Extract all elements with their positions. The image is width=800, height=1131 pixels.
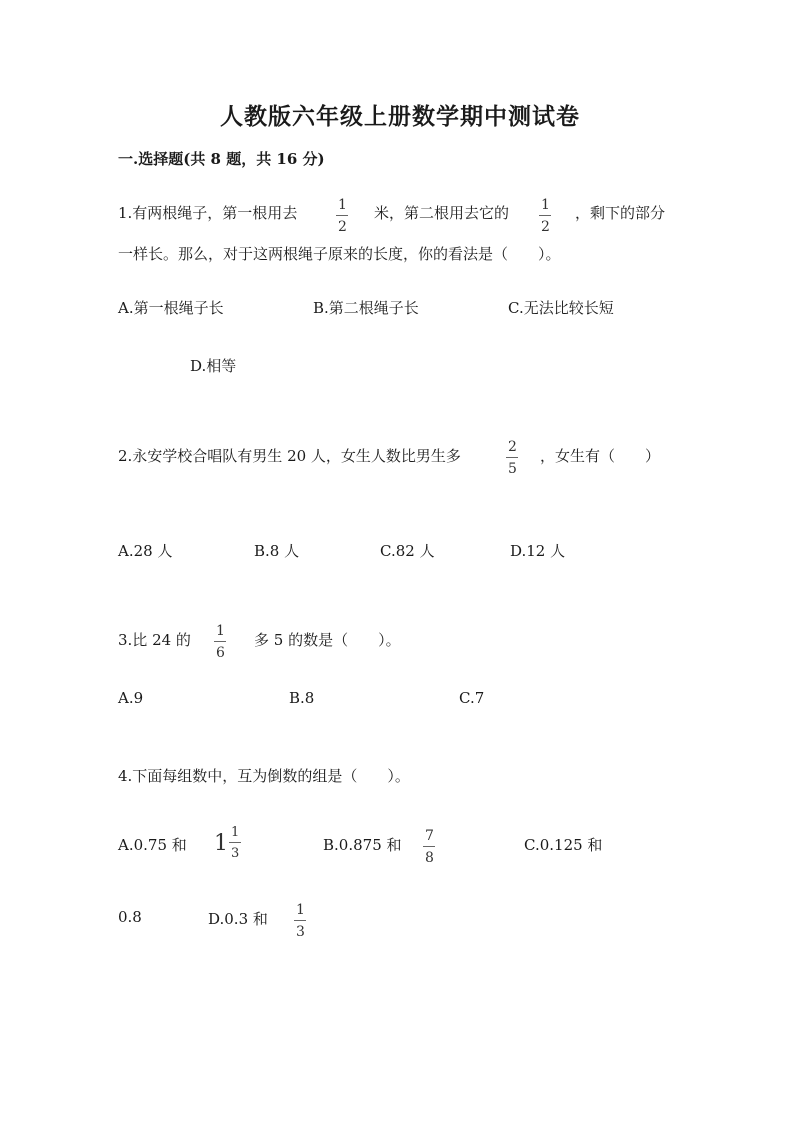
q2-option-a: A.28 人	[118, 542, 173, 560]
q1-option-a: A.第一根绳子长	[118, 299, 224, 317]
page-title: 人教版六年级上册数学期中测试卷	[220, 103, 580, 130]
q1-option-c: C.无法比较长短	[508, 299, 614, 317]
q3-fraction	[214, 624, 227, 660]
q2-option-c: C.82 人	[380, 542, 435, 560]
q1-frac1-denominator: 2	[338, 219, 347, 235]
q1-text-part3: ，剩下的部分	[575, 204, 666, 222]
q2-text-part2: ，女生有（ ）	[540, 447, 661, 465]
q1-frac2-denominator: 2	[541, 219, 550, 235]
q2-text-part1: 2.永安学校合唱队有男生 20 人，女生人数比男生多	[118, 447, 461, 465]
q1-option-b: B.第二根绳子长	[313, 299, 419, 317]
q4-mixed-fraction	[229, 826, 241, 860]
section-heading: 一.选择题(共 8 题，共 16 分)	[118, 150, 325, 168]
q1-text-line2: 一样长。那么，对于这两根绳子原来的长度，你的看法是（ ）。	[118, 245, 561, 263]
q2-option-b: B.8 人	[254, 542, 300, 560]
q3-option-a: A.9	[118, 689, 144, 707]
q4-option-c-continued: 0.8	[118, 908, 142, 926]
q4-b-denominator: 8	[425, 850, 434, 866]
q4-b-numerator: 7	[425, 828, 434, 844]
q3-text-part1: 3.比 24 的	[118, 631, 191, 649]
q2-frac-numerator: 2	[508, 439, 517, 455]
q4-option-a-mixed-number	[214, 826, 241, 860]
q4-option-b-fraction	[423, 829, 436, 865]
q3-option-c: C.7	[459, 689, 485, 707]
q4-mixed-whole: 1	[214, 830, 228, 856]
q4-option-a: A.0.75 和	[118, 836, 187, 854]
q2-option-d: D.12 人	[510, 542, 566, 560]
q2-frac-denominator: 5	[508, 461, 517, 477]
q4-mixed-denominator: 3	[231, 846, 240, 861]
q4-option-c: C.0.125 和	[524, 836, 603, 854]
q4-option-d-fraction	[294, 903, 307, 939]
q2-fraction	[506, 440, 519, 476]
q3-frac-numerator: 1	[216, 623, 225, 639]
q1-text-part2: 米，第二根用去它的	[374, 204, 510, 222]
q4-mixed-numerator: 1	[231, 825, 240, 840]
q3-option-b: B.8	[289, 689, 315, 707]
q3-frac-denominator: 6	[216, 645, 225, 661]
q1-frac1-numerator: 1	[338, 197, 347, 213]
q1-frac2-numerator: 1	[541, 197, 550, 213]
q1-option-d: D.相等	[190, 357, 237, 375]
q4-option-d: D.0.3 和	[208, 910, 268, 928]
q1-fraction-1	[336, 198, 349, 234]
q3-text-part2: 多 5 的数是（ ）。	[254, 631, 401, 649]
q4-d-denominator: 3	[296, 924, 305, 940]
q4-d-numerator: 1	[296, 902, 305, 918]
q4-text: 4.下面每组数中，互为倒数的组是（ ）。	[118, 767, 410, 785]
q4-option-b: B.0.875 和	[323, 836, 402, 854]
q1-fraction-2	[539, 198, 552, 234]
q1-text-part1: 1.有两根绳子，第一根用去	[118, 204, 298, 222]
